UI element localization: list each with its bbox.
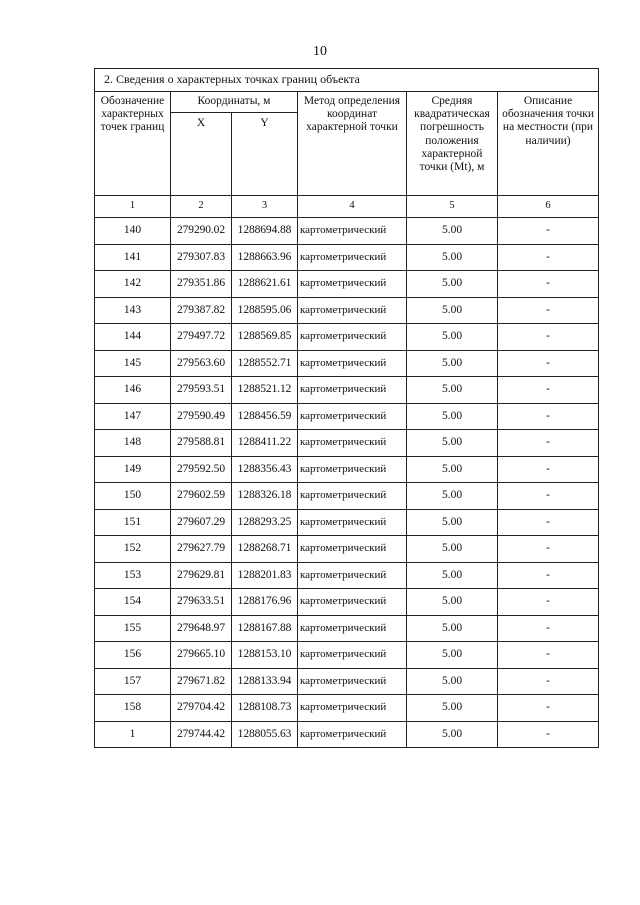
cell-method: картометрический <box>298 377 407 404</box>
header-description: Описание обозначения точки на местности (при наличии) <box>498 92 599 196</box>
cell-description: - <box>498 562 599 589</box>
cell-error: 5.00 <box>407 218 498 245</box>
cell-method: картометрический <box>298 430 407 457</box>
cell-x: 279307.83 <box>171 244 232 271</box>
cell-x: 279629.81 <box>171 562 232 589</box>
cell-error: 5.00 <box>407 350 498 377</box>
cell-point: 157 <box>95 668 171 695</box>
cell-y: 1288201.83 <box>232 562 298 589</box>
table-row <box>95 615 599 642</box>
cell-description: - <box>498 536 599 563</box>
cell-error: 5.00 <box>407 324 498 351</box>
cell-description: - <box>498 403 599 430</box>
cell-y: 1288411.22 <box>232 430 298 457</box>
cell-point: 156 <box>95 642 171 669</box>
cell-point: 152 <box>95 536 171 563</box>
cell-y: 1288176.96 <box>232 589 298 616</box>
cell-point: 146 <box>95 377 171 404</box>
cell-error: 5.00 <box>407 536 498 563</box>
column-number: 1 <box>95 196 171 218</box>
table-row <box>95 721 599 748</box>
cell-method: картометрический <box>298 218 407 245</box>
cell-y: 1288569.85 <box>232 324 298 351</box>
column-numbers-row <box>95 196 599 218</box>
cell-y: 1288293.25 <box>232 509 298 536</box>
cell-point: 158 <box>95 695 171 722</box>
table-row <box>95 509 599 536</box>
header-y: Y <box>232 113 298 196</box>
table-title: 2. Сведения о характерных точках границ объекта <box>95 69 599 92</box>
cell-description: - <box>498 430 599 457</box>
cell-y: 1288167.88 <box>232 615 298 642</box>
table-row <box>95 456 599 483</box>
cell-point: 155 <box>95 615 171 642</box>
cell-description: - <box>498 668 599 695</box>
cell-error: 5.00 <box>407 721 498 748</box>
cell-error: 5.00 <box>407 615 498 642</box>
cell-x: 279671.82 <box>171 668 232 695</box>
cell-description: - <box>498 589 599 616</box>
table-row <box>95 562 599 589</box>
cell-method: картометрический <box>298 695 407 722</box>
cell-point: 140 <box>95 218 171 245</box>
cell-y: 1288268.71 <box>232 536 298 563</box>
cell-description: - <box>498 456 599 483</box>
header-point: Обозначение характерных точек границ <box>95 92 171 196</box>
cell-method: картометрический <box>298 589 407 616</box>
table-title-row <box>95 69 599 92</box>
cell-method: картометрический <box>298 668 407 695</box>
cell-error: 5.00 <box>407 483 498 510</box>
cell-point: 144 <box>95 324 171 351</box>
table-row <box>95 271 599 298</box>
cell-point: 147 <box>95 403 171 430</box>
cell-y: 1288694.88 <box>232 218 298 245</box>
cell-error: 5.00 <box>407 562 498 589</box>
cell-description: - <box>498 350 599 377</box>
cell-error: 5.00 <box>407 509 498 536</box>
cell-description: - <box>498 483 599 510</box>
cell-description: - <box>498 695 599 722</box>
cell-y: 1288055.63 <box>232 721 298 748</box>
cell-point: 1 <box>95 721 171 748</box>
table-row <box>95 403 599 430</box>
cell-point: 153 <box>95 562 171 589</box>
cell-description: - <box>498 509 599 536</box>
cell-x: 279497.72 <box>171 324 232 351</box>
cell-y: 1288552.71 <box>232 350 298 377</box>
cell-method: картометрический <box>298 642 407 669</box>
cell-description: - <box>498 377 599 404</box>
table-row <box>95 430 599 457</box>
header-coordinates: Координаты, м <box>171 92 298 113</box>
cell-y: 1288108.73 <box>232 695 298 722</box>
cell-point: 151 <box>95 509 171 536</box>
cell-error: 5.00 <box>407 695 498 722</box>
cell-x: 279602.59 <box>171 483 232 510</box>
cell-error: 5.00 <box>407 456 498 483</box>
cell-point: 141 <box>95 244 171 271</box>
cell-error: 5.00 <box>407 271 498 298</box>
cell-y: 1288326.18 <box>232 483 298 510</box>
cell-method: картометрический <box>298 483 407 510</box>
cell-method: картометрический <box>298 271 407 298</box>
cell-method: картометрический <box>298 562 407 589</box>
cell-error: 5.00 <box>407 668 498 695</box>
cell-x: 279592.50 <box>171 456 232 483</box>
cell-x: 279648.97 <box>171 615 232 642</box>
cell-error: 5.00 <box>407 244 498 271</box>
cell-x: 279593.51 <box>171 377 232 404</box>
table-row <box>95 350 599 377</box>
cell-y: 1288521.12 <box>232 377 298 404</box>
cell-x: 279665.10 <box>171 642 232 669</box>
cell-x: 279387.82 <box>171 297 232 324</box>
table-row <box>95 589 599 616</box>
table-body <box>95 218 599 748</box>
cell-method: картометрический <box>298 615 407 642</box>
cell-description: - <box>498 324 599 351</box>
table-row <box>95 244 599 271</box>
cell-x: 279633.51 <box>171 589 232 616</box>
cell-method: картометрический <box>298 350 407 377</box>
header-x: X <box>171 113 232 196</box>
cell-method: картометрический <box>298 244 407 271</box>
cell-y: 1288621.61 <box>232 271 298 298</box>
cell-x: 279704.42 <box>171 695 232 722</box>
cell-x: 279290.02 <box>171 218 232 245</box>
column-number: 5 <box>407 196 498 218</box>
cell-method: картометрический <box>298 456 407 483</box>
cell-method: картометрический <box>298 721 407 748</box>
table-row <box>95 377 599 404</box>
cell-method: картометрический <box>298 403 407 430</box>
cell-error: 5.00 <box>407 403 498 430</box>
cell-point: 143 <box>95 297 171 324</box>
cell-description: - <box>498 615 599 642</box>
table-row <box>95 324 599 351</box>
table-row <box>95 536 599 563</box>
cell-method: картометрический <box>298 509 407 536</box>
cell-error: 5.00 <box>407 642 498 669</box>
cell-point: 150 <box>95 483 171 510</box>
cell-point: 145 <box>95 350 171 377</box>
table-row <box>95 642 599 669</box>
cell-x: 279627.79 <box>171 536 232 563</box>
table-row <box>95 297 599 324</box>
cell-method: картометрический <box>298 536 407 563</box>
cell-method: картометрический <box>298 324 407 351</box>
cell-y: 1288595.06 <box>232 297 298 324</box>
cell-y: 1288456.59 <box>232 403 298 430</box>
cell-x: 279563.60 <box>171 350 232 377</box>
cell-description: - <box>498 218 599 245</box>
cell-y: 1288356.43 <box>232 456 298 483</box>
cell-y: 1288133.94 <box>232 668 298 695</box>
cell-description: - <box>498 297 599 324</box>
cell-x: 279588.81 <box>171 430 232 457</box>
cell-x: 279744.42 <box>171 721 232 748</box>
table-row <box>95 483 599 510</box>
cell-y: 1288153.10 <box>232 642 298 669</box>
cell-error: 5.00 <box>407 377 498 404</box>
table-row <box>95 218 599 245</box>
cell-description: - <box>498 244 599 271</box>
header-error: Средняя квадратическая погрешность положения характерной точки (Mt), м <box>407 92 498 196</box>
cell-y: 1288663.96 <box>232 244 298 271</box>
column-number: 2 <box>171 196 232 218</box>
cell-point: 142 <box>95 271 171 298</box>
cell-error: 5.00 <box>407 589 498 616</box>
cell-error: 5.00 <box>407 430 498 457</box>
boundary-points-table <box>94 68 599 748</box>
cell-description: - <box>498 721 599 748</box>
header-row <box>95 92 599 113</box>
cell-point: 148 <box>95 430 171 457</box>
cell-x: 279590.49 <box>171 403 232 430</box>
cell-x: 279351.86 <box>171 271 232 298</box>
cell-point: 154 <box>95 589 171 616</box>
header-method: Метод определения координат характерной точки <box>298 92 407 196</box>
cell-error: 5.00 <box>407 297 498 324</box>
page-number: 10 <box>313 44 327 59</box>
cell-point: 149 <box>95 456 171 483</box>
table-row <box>95 668 599 695</box>
cell-description: - <box>498 642 599 669</box>
column-number: 3 <box>232 196 298 218</box>
column-number: 6 <box>498 196 599 218</box>
cell-method: картометрический <box>298 297 407 324</box>
column-number: 4 <box>298 196 407 218</box>
cell-x: 279607.29 <box>171 509 232 536</box>
table-row <box>95 695 599 722</box>
cell-description: - <box>498 271 599 298</box>
